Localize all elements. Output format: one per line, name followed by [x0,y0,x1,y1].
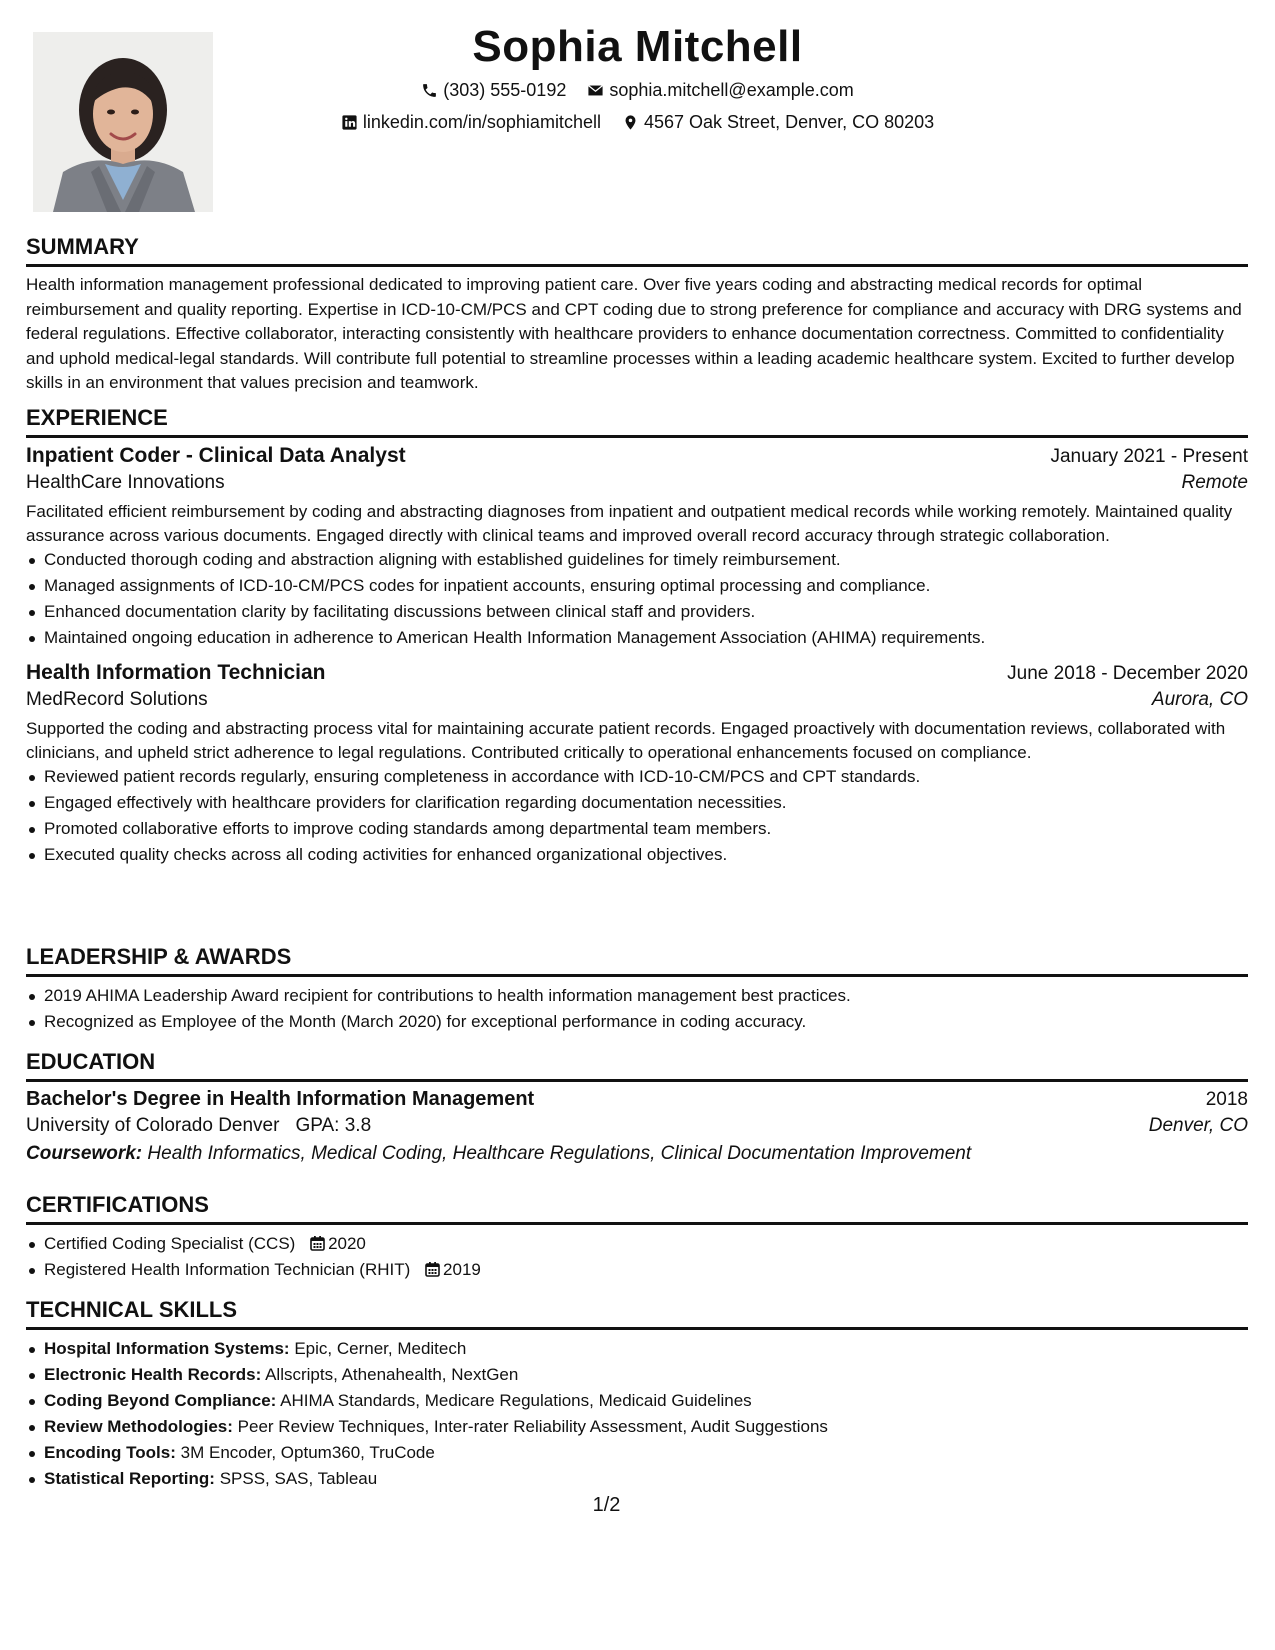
job-description: Supported the coding and abstracting process vital for maintaining accurate patient records. Engaged proactively with documentation reviews, collaborated with clinicians, and upheld strict adherence to legal regulations. Contributed critically to operational enhancements focused on compliance. [26,719,1226,762]
skill-label: Encoding Tools: [44,1443,176,1462]
job-dates: January 2021 - Present [1050,446,1248,467]
skill-value: AHIMA Standards, Medicare Regulations, Medicaid Guidelines [280,1391,752,1410]
job-title: Inpatient Coder - Clinical Data Analyst [26,444,406,467]
summary-section [26,234,1248,396]
skill-label: Statistical Reporting: [44,1469,215,1488]
certifications-heading: CERTIFICATIONS [26,1192,1248,1225]
list-item [44,1336,1248,1362]
list-item: Executed quality checks across all coding activities for enhanced organizational objectives. [44,842,1248,868]
list-item: Enhanced documentation clarity by facilitating discussions between clinical staff and providers. [44,599,1248,625]
candidate-name: Sophia Mitchell [472,22,803,71]
list-item [44,1440,1248,1466]
linkedin-contact[interactable] [341,112,601,133]
list-item [44,1414,1248,1440]
phone-contact[interactable] [421,80,566,101]
job-location: Aurora, CO [1151,689,1248,710]
experience-section [26,405,1248,868]
coursework-text: Health Informatics, Medical Coding, Healthcare Regulations, Clinical Documentation Improvement [147,1143,972,1164]
job-description: Facilitated efficient reimbursement by coding and abstracting diagnoses from inpatient and outpatient medical records while working remotely. Maintained quality assurance across various documents. Engaged directly with clinical teams and improved overall record accuracy through strategic collaboration. [26,502,1233,545]
skill-label: Review Methodologies: [44,1417,233,1436]
calendar-icon [425,1261,440,1277]
skill-value: SPSS, SAS, Tableau [219,1469,378,1488]
list-item: Engaged effectively with healthcare providers for clarification regarding documentation necessities. [44,790,1248,816]
certification-name: Registered Health Information Technician (RHIT) [44,1260,411,1279]
leadership-section [26,944,1248,1035]
envelope-icon [587,82,604,99]
school-info [26,1115,371,1137]
certifications-section [26,1192,1248,1283]
skills-list [26,1336,1248,1492]
skills-section [26,1297,1248,1492]
leadership-heading: LEADERSHIP & AWARDS [26,944,1248,977]
list-item [44,1388,1248,1414]
email-contact[interactable] [587,80,853,101]
list-item: Reviewed patient records regularly, ensuring completeness in accordance with ICD-10-CM/PCS and CPT standards. [44,764,1248,790]
job-bullets [26,547,1248,651]
phone-icon [421,82,438,99]
list-item [44,1466,1248,1492]
list-item [44,1257,1248,1283]
job-entry [26,444,1248,651]
skill-label: Coding Beyond Compliance: [44,1391,277,1410]
certification-year: 2019 [443,1260,481,1279]
skill-label: Electronic Health Records: [44,1365,262,1384]
job-subheader [26,689,1248,711]
certifications-list [26,1231,1248,1283]
school-location: Denver, CO [1148,1115,1248,1136]
education-heading: EDUCATION [26,1049,1248,1082]
summary-heading: SUMMARY [26,234,1248,267]
list-item: Managed assignments of ICD-10-CM/PCS codes for inpatient accounts, ensuring optimal processing and compliance. [44,573,1248,599]
degree-name: Bachelor's Degree in Health Information Management [26,1088,535,1110]
graduation-year: 2018 [1205,1089,1248,1110]
list-item: Promoted collaborative efforts to improve coding standards among departmental team members. [44,816,1248,842]
education-section [26,1049,1248,1165]
experience-heading: EXPERIENCE [26,405,1248,438]
list-item: Recognized as Employee of the Month (March 2020) for exceptional performance in coding accuracy. [44,1009,1248,1035]
education-subheader [26,1115,1248,1137]
summary-text: Health information management professional dedicated to improving patient care. Over five years coding and abstracting medical records for optimal reimbursement and quality reporting. Expertise in ICD-10-CM/PCS and CPT coding due to strong preference for compliance and accuracy with DRG systems and federal regulations. Effective collaborator, interacting consistently with healthcare providers to enhance documentation correctness. Committed to confidentiality and uphold medical-legal standards. Will contribute full potential to streamline processes within a leading academic healthcare system. Excited to further develop skills in an environment that values precision and teamwork. [26,275,1242,392]
contact-line-1 [0,80,1275,104]
awards-list [26,983,1248,1035]
job-subheader [26,472,1248,494]
email-text: sophia.mitchell@example.com [609,80,854,100]
skill-value: Epic, Cerner, Meditech [294,1339,467,1358]
skill-value: Allscripts, Athenahealth, NextGen [265,1365,519,1384]
list-item [44,1231,1248,1257]
skill-label: Hospital Information Systems: [44,1339,290,1358]
list-item: Conducted thorough coding and abstraction aligning with established guidelines for timely reimbursement. [44,547,1248,573]
page-number: 1/2 [592,1494,621,1516]
address-text: 4567 Oak Street, Denver, CO 80203 [643,112,935,132]
certification-name: Certified Coding Specialist (CCS) [44,1234,296,1253]
address-contact [622,112,934,133]
company-name: MedRecord Solutions [26,689,208,710]
list-item: Maintained ongoing education in adherence to American Health Information Management Association (AHIMA) requirements. [44,625,1248,651]
contact-line-2 [0,112,1275,136]
map-pin-icon [622,114,639,131]
job-header [26,661,1248,685]
skills-heading: TECHNICAL SKILLS [26,1297,1248,1330]
job-bullets [26,764,1248,868]
coursework-label: Coursework: [26,1143,143,1164]
list-item [44,1362,1248,1388]
skill-value: 3M Encoder, Optum360, TruCode [180,1443,435,1462]
school-name: University of Colorado Denver [26,1115,280,1136]
job-location: Remote [1181,472,1248,493]
gpa: GPA: 3.8 [295,1115,372,1136]
job-title: Health Information Technician [26,661,326,684]
phone-text: (303) 555-0192 [443,80,567,100]
job-entry [26,661,1248,868]
skill-value: Peer Review Techniques, Inter-rater Reliability Assessment, Audit Suggestions [237,1417,828,1436]
job-header [26,444,1248,468]
list-item: 2019 AHIMA Leadership Award recipient for contributions to health information management best practices. [44,983,1248,1009]
linkedin-text: linkedin.com/in/sophiamitchell [362,112,601,132]
job-dates: June 2018 - December 2020 [1007,663,1248,684]
linkedin-icon [341,114,358,131]
education-header [26,1088,1248,1111]
certification-year: 2020 [328,1234,366,1253]
calendar-icon [310,1235,325,1251]
coursework-line [26,1143,1248,1165]
company-name: HealthCare Innovations [26,472,225,493]
